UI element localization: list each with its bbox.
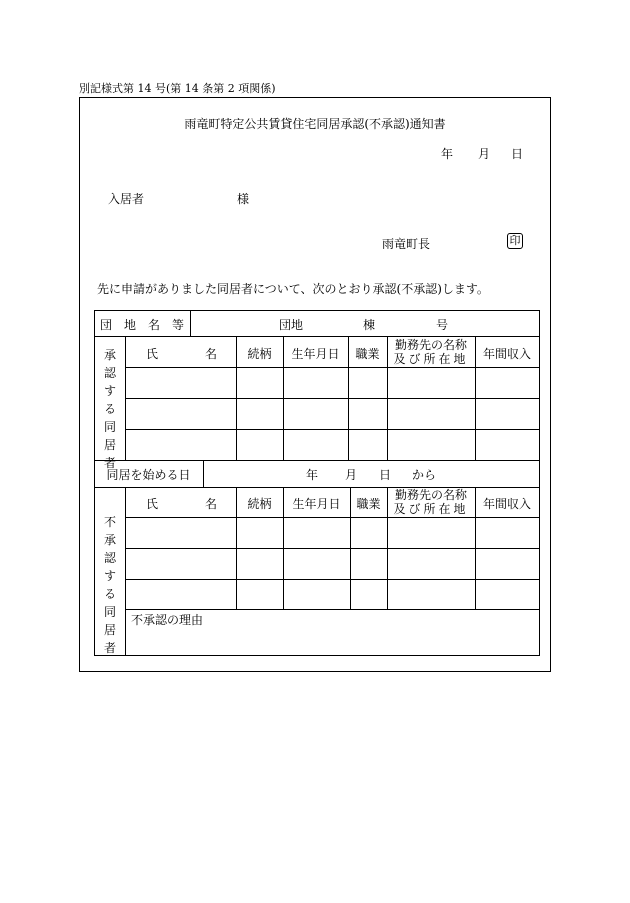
- document-frame: [79, 97, 551, 672]
- resident-label: 入居者: [108, 192, 145, 206]
- header-workplace: [387, 488, 475, 516]
- date-day-label: 日: [511, 147, 524, 161]
- table-border-right: [539, 310, 540, 656]
- table-line: [125, 398, 539, 399]
- header-occupation: 職業: [355, 347, 380, 361]
- table-border-left: [94, 310, 95, 656]
- table-border-bottom: [94, 655, 540, 656]
- table-border-top: [94, 310, 539, 311]
- table-line: [125, 609, 539, 610]
- header-relation: 続柄: [247, 497, 272, 511]
- header-workplace-line2: 及び所在地: [393, 352, 469, 366]
- start-date-month: 月: [345, 468, 358, 482]
- table-line: [94, 460, 539, 461]
- seal-icon: 印: [507, 233, 523, 249]
- header-workplace-line2: 及び所在地: [393, 502, 469, 516]
- resident-honorific: 様: [237, 192, 250, 206]
- header-name-mei: 名: [205, 347, 218, 361]
- header-name-shi: 氏: [146, 497, 159, 511]
- start-date-from: から: [412, 468, 437, 482]
- document-title: 雨竜町特定公共賃貸住宅同居承認(不承認)通知書: [184, 117, 446, 131]
- header-relation: 続柄: [247, 347, 272, 361]
- start-date-label: 同居を始める日: [106, 468, 191, 482]
- table-line: [125, 517, 539, 518]
- header-workplace-line1: 勤務先の名称: [394, 488, 467, 502]
- complex-label: 団 地 名 等: [99, 318, 184, 332]
- date-year-label: 年: [441, 147, 454, 161]
- header-birth: 生年月日: [292, 497, 341, 511]
- complex-gou-label: 号: [436, 318, 449, 332]
- table-line: [125, 336, 126, 461]
- table-line: [125, 429, 539, 430]
- table-line: [125, 579, 539, 580]
- complex-tou-label: 棟: [363, 318, 376, 332]
- header-birth: 生年月日: [291, 347, 340, 361]
- mayor-label: 雨竜町長: [382, 237, 431, 251]
- header-income: 年間収入: [482, 497, 531, 511]
- table-line: [203, 460, 204, 488]
- header-income: 年間収入: [482, 347, 531, 361]
- header-name-mei: 名: [205, 497, 218, 511]
- notice-text: 先に申請がありました同居者について、次のとおり承認(不承認)します。: [97, 282, 489, 296]
- approved-side-label: 承認する同居者: [103, 348, 116, 470]
- header-workplace: [387, 338, 475, 366]
- form-number-label: 別記様式第 14 号(第 14 条第 2 項関係): [79, 82, 276, 95]
- date-month-label: 月: [478, 147, 491, 161]
- start-date-year: 年: [306, 468, 319, 482]
- table-line: [94, 336, 539, 337]
- header-name-shi: 氏: [146, 347, 159, 361]
- start-date-day: 日: [379, 468, 392, 482]
- table-line: [125, 367, 539, 368]
- complex-danchi-label: 団地: [279, 318, 304, 332]
- reject-reason-label: 不承認の理由: [131, 613, 204, 627]
- table-line: [125, 548, 539, 549]
- header-occupation: 職業: [356, 497, 381, 511]
- rejected-side-label: 不承認する同居者: [103, 515, 116, 655]
- table-line: [190, 310, 191, 337]
- header-workplace-line1: 勤務先の名称: [394, 338, 467, 352]
- table-line: [125, 487, 126, 656]
